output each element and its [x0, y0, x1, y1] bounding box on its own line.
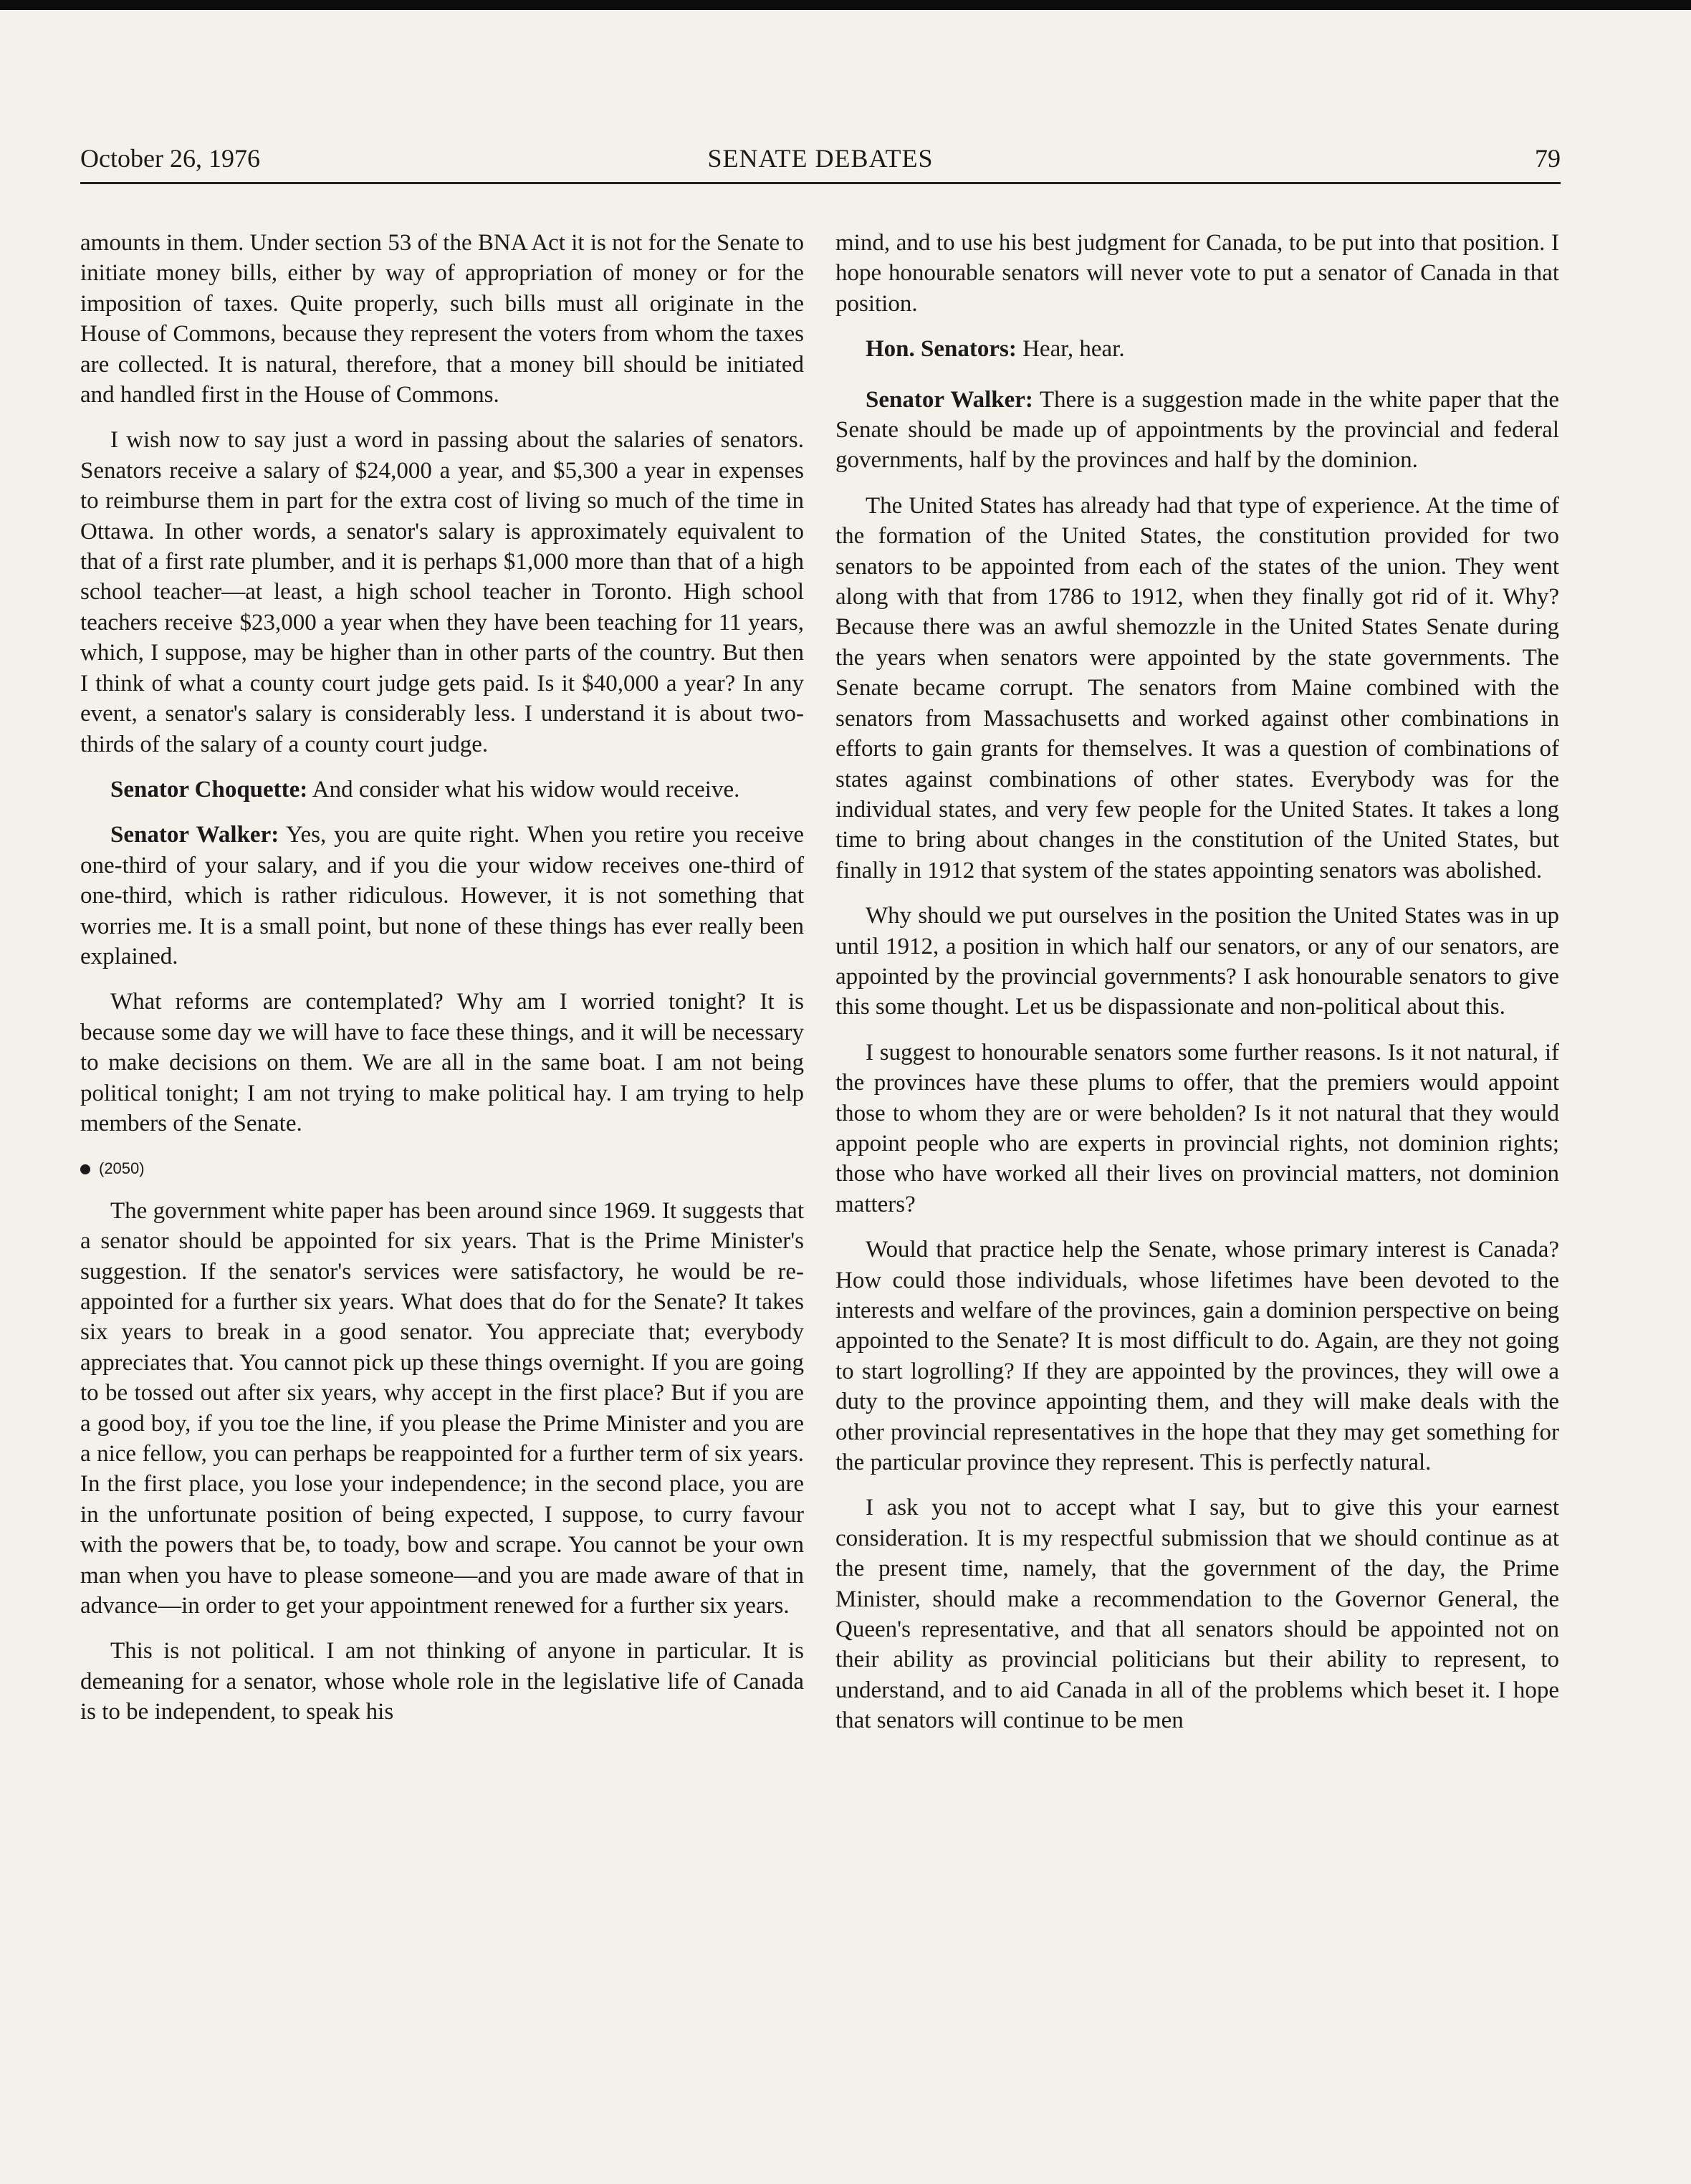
paragraph: What reforms are contemplated? Why am I worried tonight? It is because some day we will have to face these things, and it will be necessary to make decisions on them. We are all in the same boat. I am not being political tonight; I am not trying to make political hay. I am trying to help members of the Senate. [80, 989, 804, 1136]
speech-paragraph [80, 775, 804, 805]
speech-text: And consider what his widow would receive. [312, 776, 740, 803]
page-number: 79 [1535, 144, 1561, 173]
speech-text: Yes, you are quite right. When you retire you receive one-third of your salary, and if you die your widow receives one-third of one-third, which is rather ridiculous. However, it is not something that worries me. It is a small point, but none of these things has ever really been explained. [80, 822, 805, 969]
speaker-name: Senator Choquette: [110, 776, 308, 803]
speaker-name: Senator Walker: [866, 386, 1033, 413]
left-column [80, 228, 804, 1743]
speaker-name: Senator Walker: [110, 822, 279, 848]
header-date: October 26, 1976 [80, 144, 260, 173]
paragraph: The United States has already had that type of experience. At the time of the formation of the United States, the constitution provided for two senators to be appointed from each of the states of the union. They went along with that from 1786 to 1912, when they finally got rid of it. Why? Because there was an awful shemozzle in the United States Senate during the years when senators were appointed by the state governments. The Senate became corrupt. The senators from Maine combined with the senators from Massachusetts and worked against other combinations in efforts to gain grants for themselves. It was a question of combinations of states against combinations of other states. Everybody was for the individual states, and very few people for the United States. It takes a long time to bring about changes in the constitution of the United States, but finally in 1912 that system of the states appointing senators was abolished. [835, 492, 1559, 883]
paragraph: Would that practice help the Senate, whose primary interest is Canada? How could those individuals, whose lifetimes have been devoted to the interests and welfare of the provinces, gain a dominion perspective on being appointed to the Senate? It is most difficult to do. Again, are they not going to start logrolling? If they are appointed by the provinces, they will owe a duty to the province appointing them, and they will make deals with the other provincial representatives in the hope that they may get something for the particular province they represent. This is perfectly natural. [835, 1237, 1559, 1476]
speaker-name: Hon. Senators: [866, 336, 1017, 363]
speech-paragraph [80, 820, 804, 972]
speech-text: Hear, hear. [1022, 336, 1125, 363]
paragraph: I suggest to honourable senators some further reasons. Is it not natural, if the provinces have these plums to offer, that the premiers would appoint those to whom they are or were beholden? Is it not natural that they would appoint people who are experts in provincial rights, not dominion rights; those who have worked all their lives on provincial matters, not dominion matters? [835, 1039, 1559, 1217]
bullet-icon [80, 1164, 90, 1174]
right-column [835, 228, 1559, 1751]
paragraph: amounts in them. Under section 53 of the BNA Act it is not for the Senate to initiate money bills, either by way of appropriation of money or for the imposition of taxes. Quite properly, such bills must all originate in the House of Commons, because they represent the voters from whom the taxes are collected. It is natural, therefore, that a money bill should be initiated and handled first in the House of Commons. [80, 230, 804, 408]
speech-text: There is a suggestion made in the white paper that the Senate should be made up of appointments by the provincial and federal governments, half by the provinces and half by the dominion. [835, 386, 1559, 474]
scan-top-border [0, 0, 1691, 10]
paragraph: I ask you not to accept what I say, but to give this your earnest consideration. It is my respectful submission that we should continue as at the present time, namely, that the government of the day, the Prime Minister, should make a recommendation to the Governor General, the Queen's representative, and that all senators should be appointed not on their ability as provincial politicians but their ability to represent, to understand, and to aid Canada in all of the problems which beset it. I hope that senators will continue to be men [835, 1495, 1559, 1734]
paragraph: The government white paper has been around since 1969. It suggests that a senator should be appointed for six years. That is the Prime Minister's suggestion. If the senator's services were satisfactory, he would be re-appointed for a further six years. What does that do for the Senate? It takes six years to break in a good senator. You appreciate that; everybody appreciates that. You cannot pick up these things overnight. If you are going to be tossed out after six years, why accept in the first place? But if you are a good boy, if you toe the line, if you please the Prime Minister and you are a nice fellow, you can perhaps be reappointed for a further term of six years. In the first place, you lose your independence; in the second place, you are in the unfortunate position of being expected, I suppose, to curry favour with the powers that be, to toady, bow and scrape. You cannot be your own man when you have to please someone—and you are made aware of that in advance—in order to get your appointment renewed for a further six years. [80, 1197, 804, 1619]
time-marker-label: (2050) [99, 1159, 145, 1178]
page-header [80, 143, 1561, 184]
speech-paragraph [835, 385, 1559, 476]
paragraph: Why should we put ourselves in the position the United States was in up until 1912, a position in which half our senators, or any of our senators, are appointed by the provincial governments? I ask honourable senators to give this some thought. Let us be dispassionate and non-political about this. [835, 903, 1559, 1020]
header-title: SENATE DEBATES [707, 144, 934, 173]
paragraph: mind, and to use his best judgment for Canada, to be put into that position. I hope honourable senators will never vote to put a senator of Canada in that position. [835, 230, 1559, 317]
paragraph: I wish now to say just a word in passing about the salaries of senators. Senators receive a salary of $24,000 a year, and $5,300 a year in expenses to reimburse them in part for the extra cost of living so much of the time in Ottawa. In other words, a senator's salary is approximately equivalent to that of a first rate plumber, and it is perhaps $1,000 more than that of a high school teacher—at least, a high school teacher in Toronto. High school teachers receive $23,000 a year when they have been teaching for 11 years, which, I suppose, may be higher than in other parts of the country. But then I think of what a county court judge gets paid. Is it $40,000 a year? In any event, a senator's salary is considerably less. I understand it is about two-thirds of the salary of a county court judge. [80, 427, 804, 757]
paragraph: This is not political. I am not thinking of anyone in particular. It is demeaning for a senator, whose whole role in the legislative life of Canada is to be independent, to speak his [80, 1638, 804, 1725]
speech-paragraph [835, 334, 1559, 364]
time-marker [80, 1154, 804, 1184]
